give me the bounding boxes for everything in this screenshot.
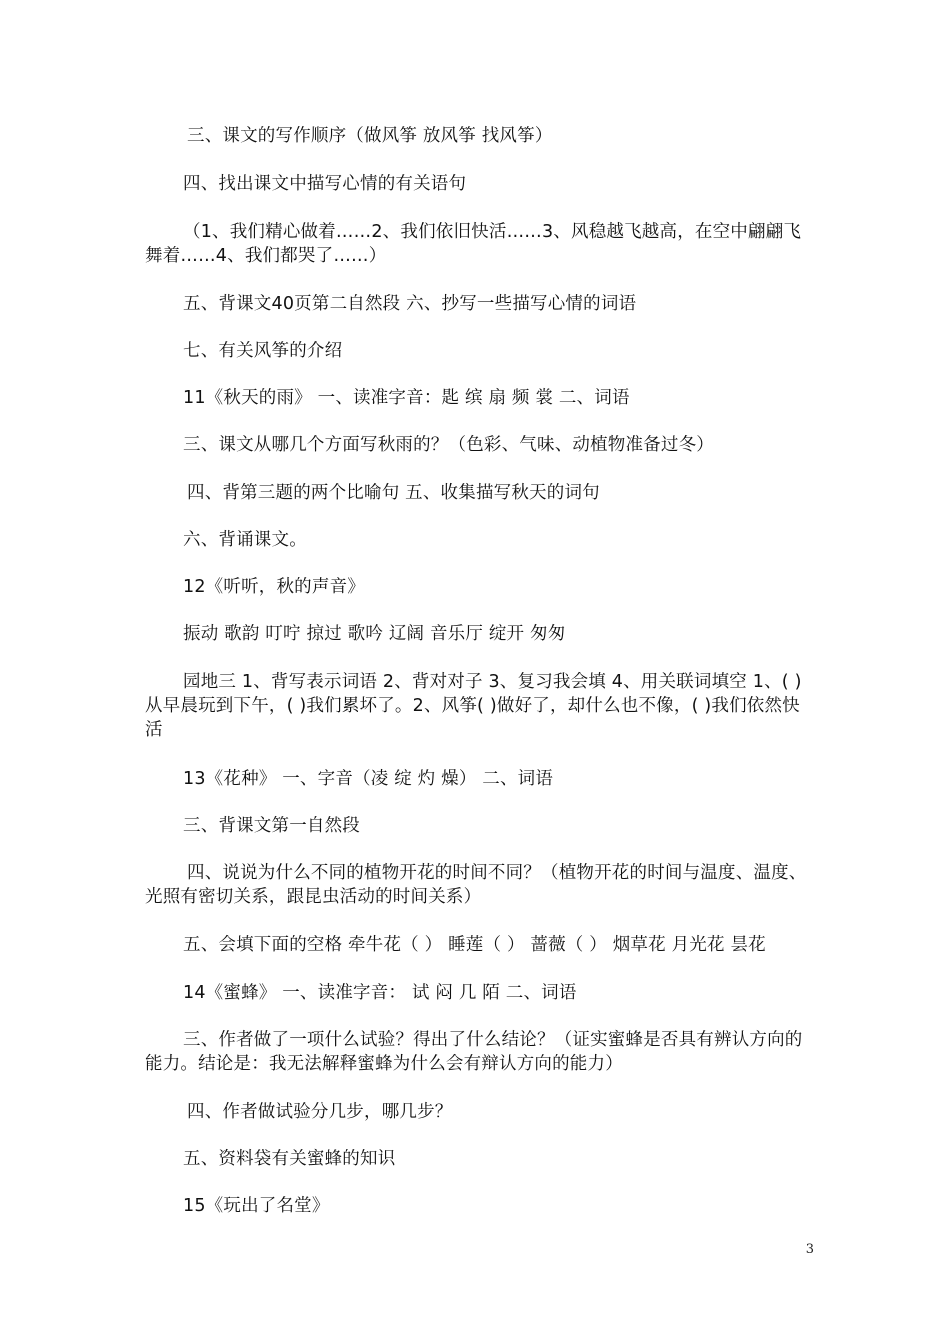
paragraph-recite-text: 六、背诵课文。 — [183, 530, 307, 550]
paragraph-kite-intro: 七、有关风筝的介绍 — [183, 341, 343, 361]
paragraph-flowering-time: 四、说说为什么不同的植物开花的时间不同？（植物开花的时间与温度、温度、光照有密切关系，跟昆虫活动的时间关系） — [145, 863, 807, 907]
paragraph-fill-blanks: 五、会填下面的空格 牵牛花（ ） 睡莲（ ） 蔷薇（ ） 烟草花 月光花 昙花 — [183, 935, 766, 955]
paragraph-lesson-15: 15《玩出了名堂》 — [183, 1196, 330, 1216]
paragraph-lesson-12: 12《听听，秋的声音》 — [183, 577, 365, 597]
paragraph-vocabulary-12: 振动 歌韵 叮咛 掠过 歌吟 辽阔 音乐厅 绽开 匆匆 — [183, 624, 566, 644]
paragraph-experiment-steps: 四、作者做试验分几步，哪几步？ — [187, 1102, 453, 1122]
paragraph-writing-order: 三、课文的写作顺序（做风筝 放风筝 找风筝） — [187, 126, 553, 146]
paragraph-lesson-13: 13《花种》 一、字音（凌 绽 灼 燥） 二、词语 — [183, 769, 554, 789]
paragraph-garden-three: 园地三 1、背写表示词语 2、背对对子 3、复习我会填 4、用关联词填空 1、( )从早晨玩到下午，( )我们累坏了。2、风筝( )做好了，却什么也不像，( )我们依然快活 — [145, 672, 802, 740]
paragraph-lesson-14: 14《蜜蜂》 一、读准字音： 试 闷 几 陌 二、词语 — [183, 983, 577, 1003]
paragraph-bee-knowledge: 五、资料袋有关蜜蜂的知识 — [183, 1149, 396, 1169]
paragraph-mood-sentences: 四、找出课文中描写心情的有关语句 — [183, 174, 467, 194]
paragraph-autumn-rain-aspects: 三、课文从哪几个方面写秋雨的？（色彩、气味、动植物准备过冬） — [183, 435, 714, 455]
paragraph-recite-copy: 五、背课文40页第二自然段 六、抄写一些描写心情的词语 — [183, 294, 637, 314]
paragraph-mood-examples: （1、我们精心做着……2、我们依旧快活……3、风稳越飞越高，在空中翩翩飞舞着……4、我们都哭了……） — [145, 222, 802, 266]
paragraph-recite-first: 三、背课文第一自然段 — [183, 816, 360, 836]
paragraph-metaphors: 四、背第三题的两个比喻句 五、收集描写秋天的词句 — [187, 483, 600, 503]
page-number: 3 — [805, 1242, 814, 1257]
paragraph-bee-experiment: 三、作者做了一项什么试验？得出了什么结论？（证实蜜蜂是否具有辨认方向的能力。结论是：我无法解释蜜蜂为什么会有辩认方向的能力） — [145, 1030, 803, 1074]
paragraph-lesson-11: 11《秋天的雨》 一、读准字音：匙 缤 扇 频 裳 二、词语 — [183, 388, 630, 408]
